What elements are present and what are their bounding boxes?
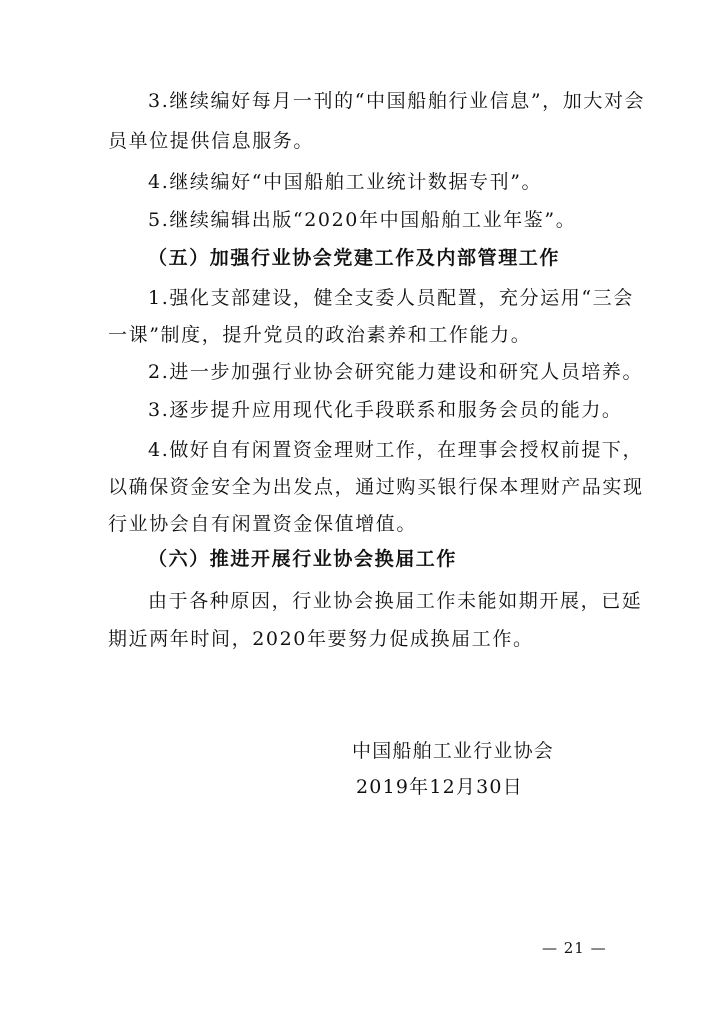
paragraph-line: 员单位提供信息服务。 [108,130,315,152]
paragraph-line: 3.逐步提升应用现代化手段联系和服务会员的能力。 [148,399,623,421]
paragraph-line: 以确保资金安全为出发点，通过购买银行保本理财产品实现 [108,476,644,498]
signature-date: 2019年12月30日 [356,776,523,798]
paragraph-line: 一课”制度，提升党员的政治素养和工作能力。 [108,324,532,346]
paragraph-line: 行业协会自有闲置资金保值增值。 [108,513,418,535]
section-heading-6: （六）推进开展行业协会换届工作 [148,548,458,570]
paragraph-line: 4.做好自有闲置资金理财工作，在理事会授权前提下， [148,439,644,461]
paragraph-line: 5.继续编辑出版“2020年中国船舶工业年鉴”。 [148,209,577,231]
paragraph-line: 2.进一步加强行业协会研究能力建设和研究人员培养。 [148,361,644,383]
paragraph-line: 期近两年时间，2020年要努力促成换届工作。 [108,628,534,650]
section-heading-5: （五）加强行业协会党建工作及内部管理工作 [148,247,561,269]
paragraph-line: 4.继续编好“中国船舶工业统计数据专刊”。 [148,171,543,193]
signature-organization: 中国船舶工业行业协会 [352,740,555,762]
paragraph-line: 由于各种原因，行业协会换届工作未能如期开展，已延 [148,590,643,612]
paragraph-line: 1.强化支部建设，健全支委人员配置，充分运用“三会 [148,287,634,309]
paragraph-line: 3.继续编好每月一刊的“中国船舶行业信息”，加大对会 [148,90,646,112]
page-number: — 21 — [542,939,607,957]
